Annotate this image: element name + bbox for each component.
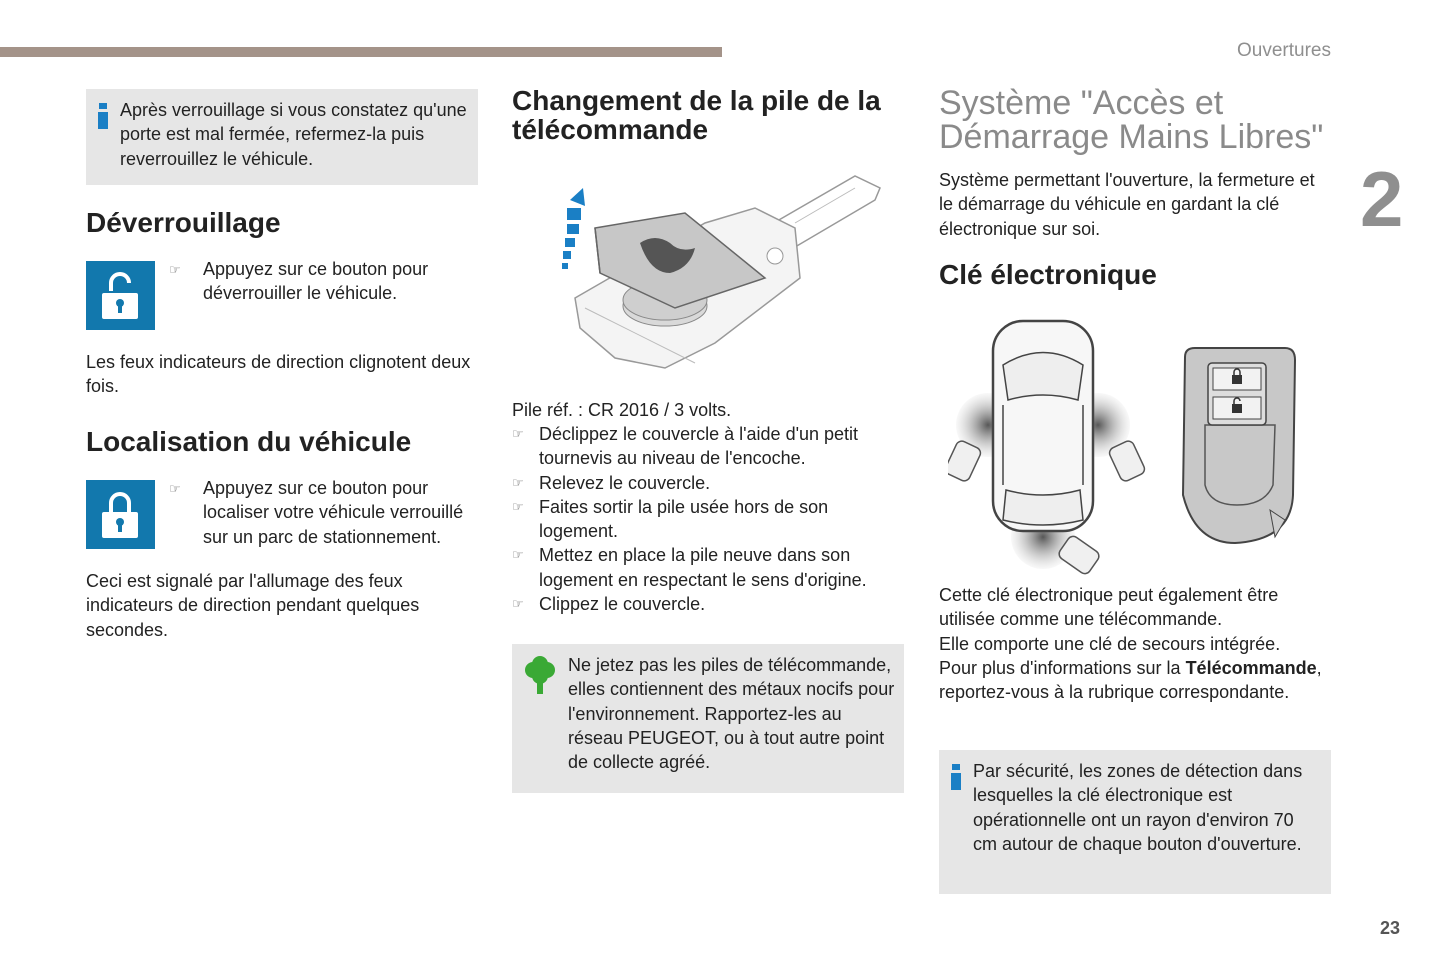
page-number: 23 — [1380, 918, 1401, 938]
pointer-bullet-icon: ☞ — [169, 481, 181, 496]
section-title-deverrouillage: Déverrouillage — [86, 207, 281, 238]
unlock-icon — [86, 261, 155, 330]
info-box-security — [939, 750, 1331, 894]
section-label: Ouvertures — [1237, 40, 1331, 61]
electronic-key-illustration — [1175, 345, 1300, 545]
battery-reference: Pile réf. : CR 2016 / 3 volts. — [512, 400, 732, 420]
lock-icon — [86, 480, 155, 549]
info-icon — [951, 764, 961, 790]
car-detection-zones-illustration — [948, 315, 1148, 575]
cle-desc-3 — [939, 656, 1324, 705]
cle-desc-3-post: , reportez-vous à la rubrique correspondante. — [939, 657, 1322, 703]
cle-desc-1: Cette clé électronique peut également être utilisée comme une télécommande. — [939, 585, 1279, 630]
remote-battery-illustration — [555, 168, 890, 378]
section-title-localisation: Localisation du véhicule — [86, 426, 412, 457]
cle-description — [939, 583, 1324, 704]
battery-steps-list — [512, 422, 892, 616]
cle-desc-2: Elle comporte une clé de secours intégrée. — [939, 633, 1281, 654]
unlock-instruction: Appuyez sur ce bouton pour déverrouiller le véhicule. — [203, 259, 429, 304]
eco-note-box — [512, 644, 904, 793]
cle-desc-3-pre: Pour plus d'informations sur la — [939, 657, 1186, 678]
unlock-note: Les feux indicateurs de direction clignotent deux fois. — [86, 352, 471, 397]
list-item: ☞ Mettez en place la pile neuve dans son logement en respectant le sens d'origine. — [512, 543, 892, 592]
telecommande-ref: Télécommande — [1185, 657, 1317, 678]
header-bar — [0, 47, 722, 57]
systeme-intro: Système permettant l'ouverture, la fermeture et le démarrage du véhicule en gardant la clé électronique sur soi. — [939, 170, 1315, 239]
locate-instruction: Appuyez sur ce bouton pour localiser votre véhicule verrouillé sur un parc de stationnement. — [203, 478, 464, 547]
security-info-text: Par sécurité, les zones de détection dans lesquelles la clé électronique est opérationnelle ont un rayon d'environ 70 cm autour de chaque bouton d'ouverture. — [973, 761, 1303, 854]
list-item: ☞ Clippez le couvercle. — [512, 592, 892, 616]
list-item: ☞ Faites sortir la pile usée hors de son logement. — [512, 495, 892, 544]
info-box-locking — [86, 89, 478, 185]
locate-note: Ceci est signalé par l'allumage des feux indicateurs de direction pendant quelques secondes. — [86, 571, 420, 640]
list-item: ☞ Relevez le couvercle. — [512, 471, 892, 495]
list-item: ☞ Déclippez le couvercle à l'aide d'un petit tournevis au niveau de l'encoche. — [512, 422, 892, 471]
info-icon — [98, 103, 108, 129]
info-text: Après verrouillage si vous constatez qu'une porte est mal fermée, refermez-la puis reverrouillez le véhicule. — [120, 100, 467, 169]
eco-note-text: Ne jetez pas les piles de télécommande, elles contiennent des métaux nocifs pour l'environnement. Rapportez-les au réseau PEUGEOT, ou à tout autre point de collecte agréé. — [568, 655, 895, 773]
chapter-number: 2 — [1360, 155, 1404, 243]
pointer-bullet-icon: ☞ — [169, 262, 181, 277]
tree-icon — [524, 656, 556, 701]
section-title-systeme: Système "Accès et Démarrage Mains Libres" — [939, 84, 1324, 156]
section-title-pile: Changement de la pile de la télécommande — [512, 85, 881, 145]
section-title-cle: Clé électronique — [939, 259, 1157, 290]
